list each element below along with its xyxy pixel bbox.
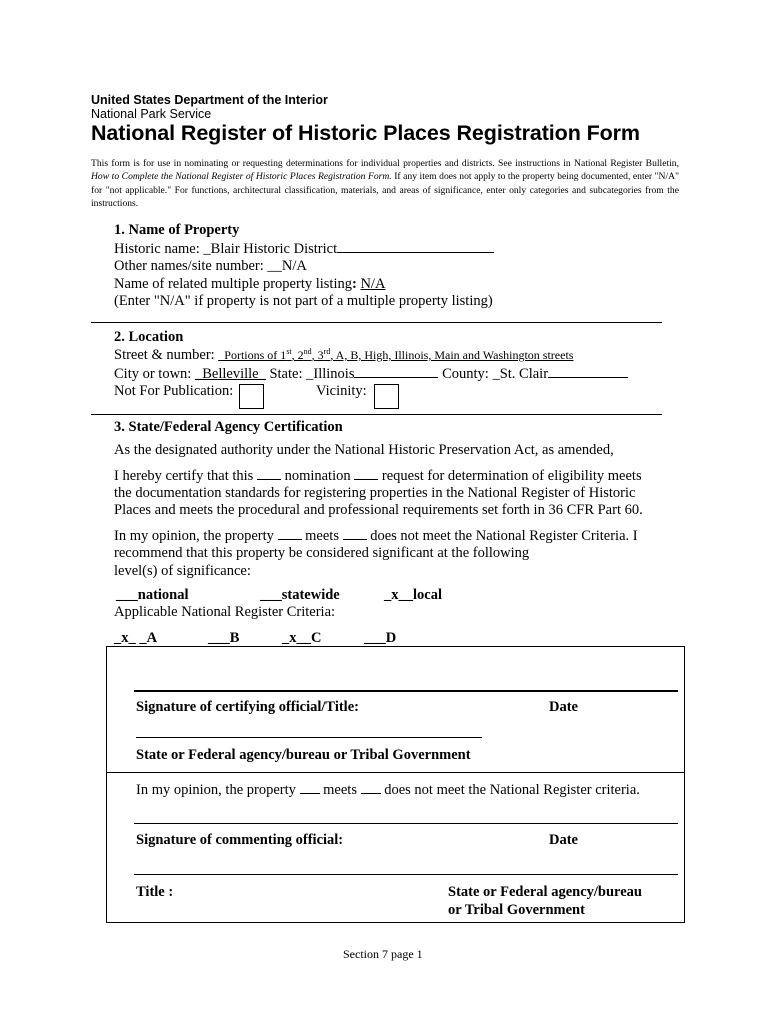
street-label: Street & number: (114, 347, 215, 363)
street-sup-2: nd (303, 347, 312, 356)
related-listing-value[interactable]: N/A (360, 276, 386, 292)
related-listing-colon: : (351, 276, 357, 292)
box-divider (106, 772, 685, 773)
street-mid-1: , 2 (291, 348, 304, 362)
certify-pre: I hereby certify that this (114, 468, 254, 484)
form-title: National Register of Historic Places Registration Form (91, 121, 640, 145)
criterion-b[interactable]: ___B (208, 630, 240, 646)
historic-name-value[interactable]: _Blair Historic District (203, 241, 338, 257)
certify-request: request for determination of eligibility meets (381, 468, 642, 484)
commenting-agency-line-1: State or Federal agency/bureau (448, 884, 642, 900)
city-value[interactable]: _Belleville_ (194, 366, 266, 382)
commenting-date-label: Date (549, 832, 578, 848)
meets-blank[interactable] (278, 527, 302, 540)
opinion-line-1 (114, 527, 638, 545)
not-for-publication-checkbox[interactable] (239, 384, 264, 409)
commenting-agency-line-2: or Tribal Government (448, 902, 585, 918)
historic-name-row (114, 240, 494, 258)
historic-name-label: Historic name: (114, 241, 200, 257)
criterion-a[interactable]: _x_ _A (114, 630, 158, 646)
commenting-opinion-pre: In my opinion, the property (136, 782, 296, 798)
request-blank[interactable] (354, 467, 378, 480)
agency-label: State or Federal agency/bureau or Tribal Government (136, 747, 471, 763)
service-name: National Park Service (91, 107, 212, 121)
section-3-heading: 3. State/Federal Agency Certification (114, 419, 343, 435)
historic-name-blank (337, 240, 494, 253)
not-for-publication-label: Not For Publication: (114, 383, 234, 399)
does-not-meet-blank[interactable] (343, 527, 367, 540)
related-listing-note: (Enter "N/A" if property is not part of a multiple property listing) (114, 293, 493, 309)
divider-1 (91, 322, 662, 323)
street-sup-1: st (286, 347, 292, 356)
section-2-heading: 2. Location (114, 329, 184, 345)
commenting-opinion-meets: meets (323, 782, 357, 798)
intro-text-2: If any item does not apply to the property being documented, enter "N/A" for "not applicable." For functions, architectural classification, materials, and areas of significance, enter only categories and subcategories from the instructions. (91, 171, 679, 210)
intro-text-1: This form is for use in nominating or requesting determinations for individual properties and districts. See instructions in National Register Bulletin, (91, 158, 679, 169)
certify-line-1 (114, 467, 642, 485)
department-name: United States Department of the Interior (91, 93, 328, 107)
street-value-post: , A, B, High, Illinois, Main and Washington streets (330, 348, 574, 362)
criterion-d[interactable]: ___D (364, 630, 397, 646)
other-names-label: Other names/site number: (114, 258, 264, 274)
commenting-opinion-row (136, 781, 640, 799)
county-label: County: (442, 366, 489, 382)
title-line[interactable] (134, 874, 678, 875)
state-blank (354, 365, 438, 378)
criterion-c[interactable]: _x__C (282, 630, 322, 646)
street-sup-3: rd (323, 347, 331, 356)
commenting-does-not-meet-blank[interactable] (361, 781, 381, 794)
authority-text: As the designated authority under the National Historic Preservation Act, as amended, (114, 442, 614, 458)
commenting-signature-line[interactable] (134, 823, 678, 824)
criteria-label: Applicable National Register Criteria: (114, 604, 336, 620)
opinion-line-3: level(s) of significance: (114, 563, 251, 579)
city-label: City or town: (114, 366, 192, 382)
county-value[interactable]: _St. Clair (492, 366, 549, 382)
vicinity-checkbox[interactable] (374, 384, 399, 409)
other-names-value[interactable]: __N/A (267, 258, 307, 274)
certifying-signature-line[interactable] (134, 690, 678, 692)
certify-line-3: Places and meets the procedural and professional requirements set forth in 36 CFR Part 60. (114, 502, 643, 518)
certifying-signature-label: Signature of certifying official/Title: (136, 699, 359, 715)
certifying-date-label: Date (549, 699, 578, 715)
state-label: State: (269, 366, 303, 382)
county-blank (548, 365, 628, 378)
intro-paragraph (91, 157, 679, 211)
level-national[interactable]: ___national (116, 587, 189, 603)
state-value[interactable]: _Illinois (306, 366, 355, 382)
related-listing-row (114, 276, 385, 293)
commenting-opinion-post: does not meet the National Register criteria. (384, 782, 640, 798)
level-statewide[interactable]: ___statewide (260, 587, 340, 603)
opinion-meets: meets (305, 528, 339, 544)
street-value-pre: _Portions of 1 (218, 348, 287, 362)
nomination-blank[interactable] (257, 467, 281, 480)
street-row (114, 347, 573, 364)
opinion-line-2: recommend that this property be considered significant at the following (114, 545, 530, 561)
section-1-heading: 1. Name of Property (114, 222, 240, 238)
opinion-pre: In my opinion, the property (114, 528, 274, 544)
commenting-meets-blank[interactable] (300, 781, 320, 794)
level-local[interactable]: _x__local (384, 587, 442, 603)
city-row (114, 365, 628, 383)
commenting-signature-label: Signature of commenting official: (136, 832, 344, 848)
agency-line[interactable] (136, 737, 482, 738)
certify-line-2: the documentation standards for registering properties in the National Register of Historic (114, 485, 636, 501)
other-names-row (114, 258, 307, 275)
page-label: Section 7 page 1 (343, 947, 423, 961)
divider-2 (91, 414, 662, 415)
vicinity-label: Vicinity: (316, 383, 367, 399)
certify-nomination: nomination (284, 468, 351, 484)
related-listing-label: Name of related multiple property listing (114, 276, 352, 292)
opinion-post: does not meet the National Register Criteria. I (370, 528, 638, 544)
title-label: Title : (136, 884, 174, 900)
street-mid-2: , 3 (311, 348, 324, 362)
bulletin-title: How to Complete the National Register of Historic Places Registration Form. (91, 171, 392, 183)
street-value[interactable] (218, 348, 573, 362)
